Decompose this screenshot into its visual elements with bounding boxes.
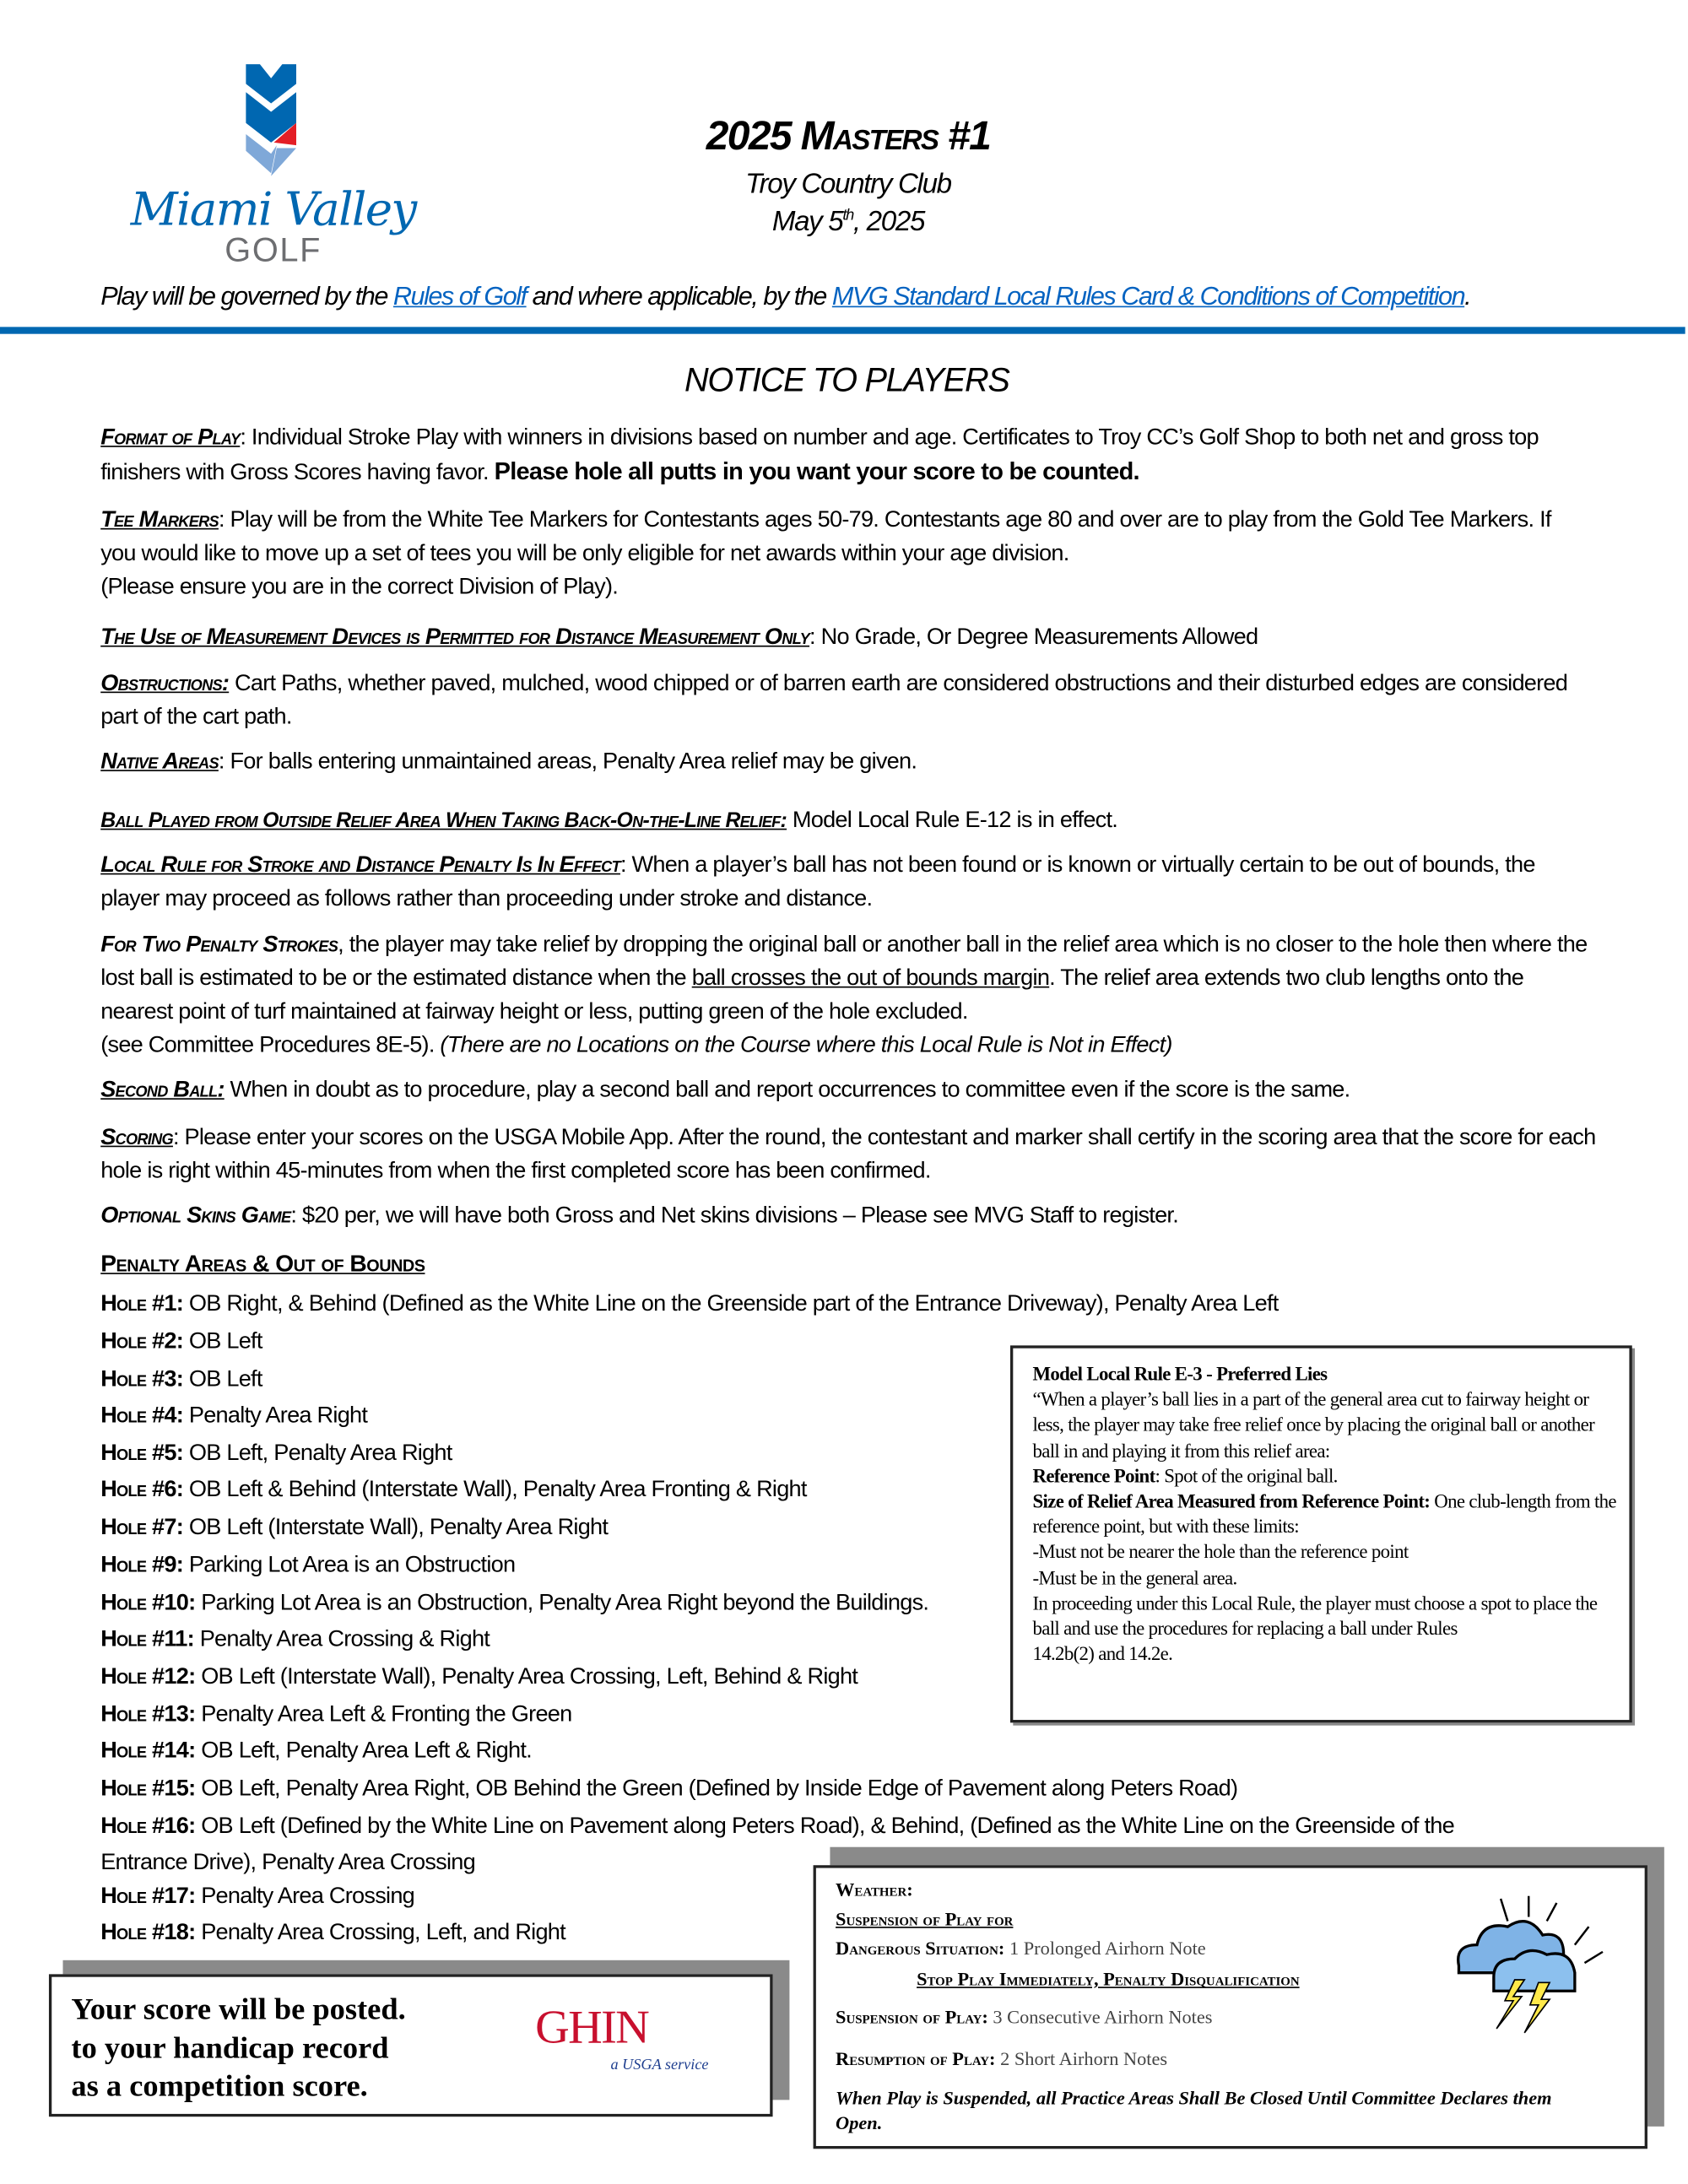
hole-text: OB Left (Interstate Wall), Penalty Area Right <box>183 1514 609 1540</box>
hole-text: Penalty Area Right <box>183 1403 368 1429</box>
gov-prefix: Play will be governed by the <box>100 280 393 311</box>
weather-note: When Play is Suspended, all Practice Areas Shall Be Closed Until Committee Declares them Open. <box>836 2087 1552 2134</box>
event-date <box>569 207 1128 239</box>
hole-label: Hole #1: <box>100 1290 184 1316</box>
suspension-label: Suspension of Play: <box>836 2006 988 2028</box>
hole-item <box>100 1733 532 1769</box>
governance-line <box>100 281 1470 311</box>
skins-game <box>100 1199 1637 1233</box>
format-body: : Individual Stroke Play with winners in divisions based on number and age. Certificates to Troy CC’s Golf Shop to both net and gross top finishers with Gross Scores having favor. <box>100 424 1539 485</box>
mvg-chevron-icon <box>243 62 299 181</box>
hole-item <box>100 1397 367 1434</box>
hole-text: OB Left, Penalty Area Right, OB Behind the Green (Defined by Inside Edge of Pavement along Peters Road) <box>195 1776 1238 1802</box>
local-rule-stroke-distance <box>100 848 1567 915</box>
hole-text: OB Left (Defined by the White Line on Pavement along Peters Road), & Behind, (Defined as the White Line on the Greenside of the <box>195 1813 1454 1839</box>
hole-item <box>100 1658 858 1695</box>
format-of-play <box>100 420 1582 489</box>
second-ball-head: Second Ball: <box>100 1077 225 1103</box>
suspension-text: 3 Consecutive Airhorn Notes <box>987 2006 1213 2028</box>
measurement-devices <box>100 620 1637 654</box>
hole-item <box>100 1878 414 1914</box>
hole-item <box>100 1620 490 1657</box>
ball-played-body: Model Local Rule E-12 is in effect. <box>787 807 1118 833</box>
hole-text: Penalty Area Crossing <box>195 1883 415 1909</box>
local-rule-body: : When a player’s ball has not been found or is known or virtually certain to be out of bounds, the player may proceed as follows rather than proceeding under stroke and distance. <box>100 851 1535 911</box>
gov-end: . <box>1464 280 1471 311</box>
hole-label: Hole #5: <box>100 1440 184 1466</box>
hole-item <box>100 1361 262 1397</box>
e3-rules: 14.2b(2) and 14.2e. <box>1032 1643 1173 1665</box>
tee-markers <box>100 503 1588 603</box>
weather-title: Weather: <box>836 1879 913 1900</box>
hole-label: Hole #14: <box>100 1738 196 1764</box>
logo-script: Miami Valley <box>130 181 416 236</box>
native-areas <box>100 744 1637 778</box>
hole-text: OB Left & Behind (Interstate Wall), Penalty Area Fronting & Right <box>183 1476 807 1502</box>
header-divider <box>0 327 1685 333</box>
second-ball <box>100 1073 1637 1107</box>
hole-label: Hole #13: <box>100 1701 196 1727</box>
hole-label: Hole #6: <box>100 1476 184 1502</box>
danger-label: Dangerous Situation: <box>836 1938 1005 1960</box>
hole-item <box>100 1696 571 1733</box>
measure-head: The Use of Measurement Devices is Permitted for Distance Measurement Only <box>100 624 810 650</box>
weather-box <box>814 1865 1647 2149</box>
two-penalty-head: For Two Penalty Strokes <box>100 932 338 958</box>
hole-label: Hole #7: <box>100 1514 184 1540</box>
two-penalty-body2: . The relief area extends two club lengths onto the nearest point of turf maintained at fairway height or less, putting green of the hole excluded. <box>100 965 1524 1024</box>
tee-head: Tee Markers <box>100 506 219 532</box>
mvg-local-rules-link[interactable]: MVG Standard Local Rules Card & Conditions of Competition <box>831 280 1465 311</box>
hole-item <box>100 1323 262 1360</box>
scoring <box>100 1121 1595 1187</box>
ghin-logo-sub: a USGA service <box>610 2057 709 2073</box>
native-head: Native Areas <box>100 749 219 775</box>
hole-label: Hole #15: <box>100 1776 196 1802</box>
hole-label: Hole #16: <box>100 1813 196 1839</box>
e3-title: Model Local Rule E-3 - Preferred Lies <box>1032 1363 1328 1385</box>
resumption-label: Resumption of Play: <box>836 2048 996 2069</box>
tee-body2: (Please ensure you are in the correct Division of Play). <box>100 574 619 600</box>
rules-of-golf-link[interactable]: Rules of Golf <box>392 280 527 311</box>
hole-item <box>100 1285 1278 1322</box>
hole-label: Hole #4: <box>100 1403 184 1429</box>
weather-danger <box>836 1938 1206 1960</box>
date-day: May 5 <box>771 207 843 238</box>
second-ball-body: When in doubt as to procedure, play a second ball and report occurrences to committee even if the score is the same. <box>224 1077 1350 1103</box>
ghin-line2: to your handicap record <box>71 2029 389 2065</box>
venue: Troy Country Club <box>745 169 951 200</box>
skins-head: Optional Skins Game <box>100 1203 291 1229</box>
hole-item <box>100 1547 515 1583</box>
two-penalty-strokes <box>100 927 1588 1062</box>
two-penalty-body: , the player may take relief by dropping the original ball or another ball in the relief area which is no closer to the hole then where the lost ball is estimated to be or the estimated distance when the <box>100 932 1588 991</box>
hole-label: Hole #17: <box>100 1883 196 1909</box>
danger-text: 1 Prolonged Airhorn Note <box>1004 1938 1206 1960</box>
notice-title: NOTICE TO PLAYERS <box>684 361 1009 400</box>
hole-item <box>100 1584 928 1620</box>
weather-suspension <box>836 2006 1212 2028</box>
obstructions <box>100 667 1603 733</box>
hole-text: OB Left, Penalty Area Right <box>183 1440 452 1466</box>
hole-text: Penalty Area Crossing & Right <box>193 1626 490 1652</box>
hole-text: Parking Lot Area is an Obstruction <box>183 1552 516 1578</box>
hole-label: Hole #2: <box>100 1328 184 1354</box>
format-head: Format of Play <box>100 424 241 451</box>
weather-suspension-for: Suspension of Play for <box>836 1908 1014 1930</box>
hole-text-cont: Entrance Drive), Penalty Area Crossing <box>100 1850 475 1875</box>
hole-text: OB Left <box>183 1366 262 1392</box>
hole-label: Hole #10: <box>100 1590 196 1615</box>
mvg-logo <box>109 62 437 271</box>
hole-text: OB Right, & Behind (Defined as the White Line on the Greenside part of the Entrance Driveway), Penalty Area Left <box>183 1290 1279 1316</box>
e3-size-text: One club-length from the reference point, but with these limits: <box>1032 1490 1616 1538</box>
hole-label: Hole #9: <box>100 1552 184 1578</box>
hole-text: OB Left, Penalty Area Left & Right. <box>195 1738 532 1764</box>
ghin-line1: Your score will be posted. <box>71 1991 406 2026</box>
ghin-line3: as a competition score. <box>71 2068 368 2103</box>
logo-golf: GOLF <box>225 231 322 270</box>
native-body: : For balls entering unmaintained areas, Penalty Area relief may be given. <box>218 749 917 775</box>
ghin-box <box>49 1974 773 2116</box>
e3-limit2: -Must be in the general area. <box>1032 1566 1237 1588</box>
e3-procedure: In proceeding under this Local Rule, the player must choose a spot to place the ball and use the procedures for replacing a ball under Rules <box>1032 1592 1598 1640</box>
local-rule-head: Local Rule for Stroke and Distance Penalty Is In Effect <box>100 851 620 878</box>
hole-text: Penalty Area Left & Fronting the Green <box>195 1701 572 1727</box>
gov-mid: and where applicable, by the <box>526 280 832 311</box>
thunderstorm-icon <box>1452 1896 1605 2036</box>
hole-label: Hole #3: <box>100 1366 184 1392</box>
skins-body: : $20 per, we will have both Gross and Net skins divisions – Please see MVG Staff to register. <box>290 1203 1179 1229</box>
measure-body: : No Grade, Or Degree Measurements Allowed <box>809 624 1258 650</box>
hole-text: OB Left (Interstate Wall), Penalty Area Crossing, Left, Behind & Right <box>195 1663 858 1689</box>
e3-ref-text: : Spot of the original ball. <box>1155 1465 1338 1487</box>
tee-body: : Play will be from the White Tee Markers for Contestants ages 50-79. Contestants age 80 and over are to play from the Gold Tee Markers. If you would like to move up a set of tees you will be only eligible for net awards within your age division. <box>100 506 1551 566</box>
e3-limit1: -Must not be nearer the hole than the reference point <box>1032 1541 1409 1563</box>
date-sup: th <box>842 207 853 224</box>
obstructions-head: Obstructions: <box>100 670 230 696</box>
scoring-body: : Please enter your scores on the USGA Mobile App. After the round, the contestant and marker shall certify in the scoring area that the score for each hole is right within 45-minutes from when the first completed score has been confirmed. <box>100 1124 1596 1184</box>
hole-label: Hole #18: <box>100 1919 196 1945</box>
resumption-text: 2 Short Airhorn Notes <box>995 2048 1168 2069</box>
hole-item <box>100 1471 806 1507</box>
format-bold: Please hole all putts in you want your score to be counted. <box>494 457 1139 485</box>
penalty-areas-heading: Penalty Areas & Out of Bounds <box>100 1250 425 1278</box>
two-penalty-body3: (see Committee Procedures 8E-5). <box>100 1032 441 1058</box>
title-text: 2025 Masters #1 <box>706 114 991 159</box>
e3-ref-label: Reference Point <box>1032 1465 1155 1487</box>
hole-text: Parking Lot Area is an Obstruction, Penalty Area Right beyond the Buildings. <box>195 1590 929 1615</box>
date-year: , 2025 <box>852 207 925 238</box>
hole-text: OB Left <box>183 1328 262 1354</box>
hole-item <box>100 1914 565 1950</box>
obstructions-body: Cart Paths, whether paved, mulched, wood chipped or of barren earth are considered obstructions and their disturbed edges are considered part of the cart path. <box>100 670 1568 730</box>
two-penalty-italic: (There are no Locations on the Course where this Local Rule is Not in Effect) <box>440 1032 1172 1058</box>
hole-item <box>100 1770 1237 1807</box>
scoring-head: Scoring <box>100 1124 173 1150</box>
hole-item <box>100 1509 608 1545</box>
two-penalty-underlined: ball crosses the out of bounds margin <box>691 965 1050 991</box>
ball-played-outside <box>100 803 1637 838</box>
ghin-message <box>71 1990 405 2106</box>
hole-text: Penalty Area Crossing, Left, and Right <box>195 1919 565 1945</box>
ghin-logo: GHIN <box>535 2002 649 2054</box>
model-local-rule-e3-box <box>1010 1345 1632 1722</box>
hole-label: Hole #11: <box>100 1626 194 1652</box>
weather-stop-play: Stop Play Immediately, Penalty Disqualification <box>917 1968 1300 1990</box>
weather-resumption <box>836 2048 1167 2070</box>
page-title <box>569 115 1128 161</box>
hole-item <box>100 1435 452 1471</box>
hole-label: Hole #12: <box>100 1663 196 1689</box>
e3-intro: “When a player’s ball lies in a part of the general area cut to fairway height or less, the player may take free relief once by placing the original ball or another ball in and playing it from this relief area: <box>1032 1389 1595 1462</box>
ball-played-head: Ball Played from Outside Relief Area When Taking Back-On-the-Line Relief: <box>100 808 787 833</box>
e3-size-label: Size of Relief Area Measured from Reference Point: <box>1032 1490 1431 1512</box>
